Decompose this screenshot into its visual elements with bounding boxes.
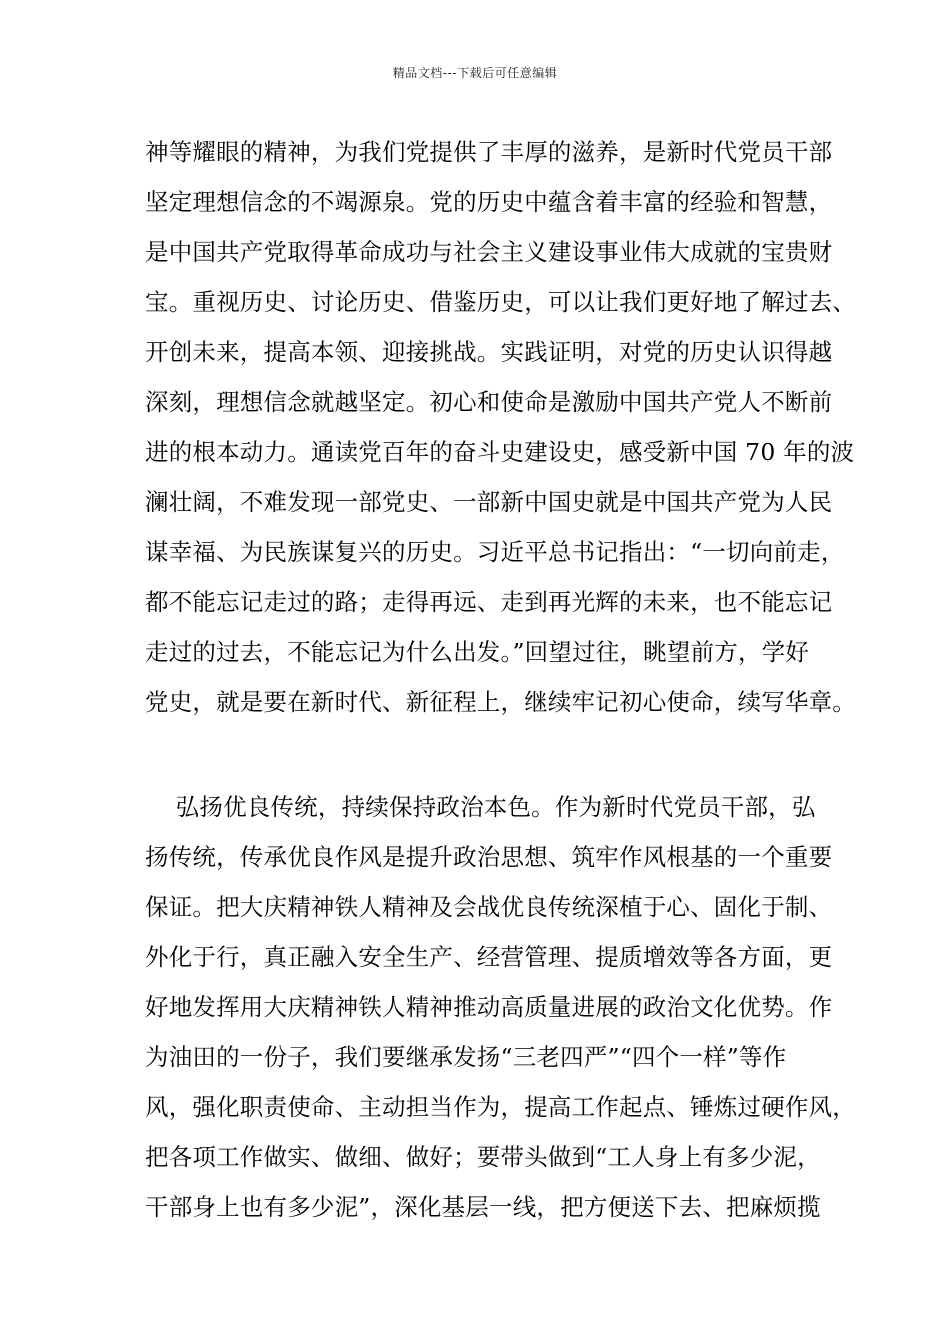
text-line: 为油田的一份子，我们要继承发扬“三老四严”“四个一样”等作 bbox=[145, 1043, 787, 1071]
text-line: 澜壮阔，不难发现一部党史、一部新中国史就是中国共产党为人民 bbox=[145, 488, 833, 516]
text-line: 坚定理想信念的不竭源泉。党的历史中蕴含着丰富的经验和智慧， bbox=[145, 188, 833, 216]
text-line: 开创未来，提高本领、迎接挑战。实践证明，对党的历史认识得越 bbox=[145, 338, 833, 366]
text-line: 谋幸福、为民族谋复兴的历史。习近平总书记指出：“一切向前走， bbox=[145, 538, 845, 566]
text-line: 都不能忘记走过的路；走得再远、走到再光辉的未来，也不能忘记 bbox=[145, 588, 833, 616]
text-line: 宝。重视历史、讨论历史、借鉴历史，可以让我们更好地了解过去、 bbox=[145, 288, 856, 316]
text-line: 外化于行，真正融入安全生产、经营管理、提质增效等各方面，更 bbox=[145, 943, 833, 971]
text-line: 党史，就是要在新时代、新征程上，继续牢记初心使命，续写华章。 bbox=[145, 688, 856, 716]
text-line: 进的根本动力。通读党百年的奋斗史建设史，感受新中国 70 年的波 bbox=[145, 438, 855, 466]
text-line: 保证。把大庆精神铁人精神及会战优良传统深植于心、固化于制、 bbox=[145, 893, 833, 921]
text-line: 走过的过去，不能忘记为什么出发。”回望过往，眺望前方，学好 bbox=[145, 638, 810, 666]
text-line: 好地发挥用大庆精神铁人精神推动高质量进展的政治文化优势。作 bbox=[145, 993, 833, 1021]
text-line: 扬传统，传承优良作风是提升政治思想、筑牢作风根基的一个重要 bbox=[145, 843, 833, 871]
text-line: 把各项工作做实、做细、做好；要带头做到“工人身上有多少泥， bbox=[145, 1143, 821, 1171]
page-header: 精品文档---下载后可任意编辑 bbox=[392, 66, 558, 80]
text-line: 风，强化职责使命、主动担当作为，提高工作起点、锤炼过硬作风， bbox=[145, 1093, 856, 1121]
paragraph-1 bbox=[145, 127, 856, 727]
text-line: 神等耀眼的精神，为我们党提供了丰厚的滋养，是新时代党员干部 bbox=[145, 138, 833, 166]
text-line: 深刻，理想信念就越坚定。初心和使命是激励中国共产党人不断前 bbox=[145, 388, 833, 416]
text-line: 弘扬优良传统，持续保持政治本色。作为新时代党员干部，弘 bbox=[145, 793, 816, 821]
paragraph-2 bbox=[145, 782, 856, 1232]
text-line: 干部身上也有多少泥”，深化基层一线，把方便送下去、把麻烦揽 bbox=[145, 1193, 821, 1221]
text-line: 是中国共产党取得革命成功与社会主义建设事业伟大成就的宝贵财 bbox=[145, 238, 833, 266]
